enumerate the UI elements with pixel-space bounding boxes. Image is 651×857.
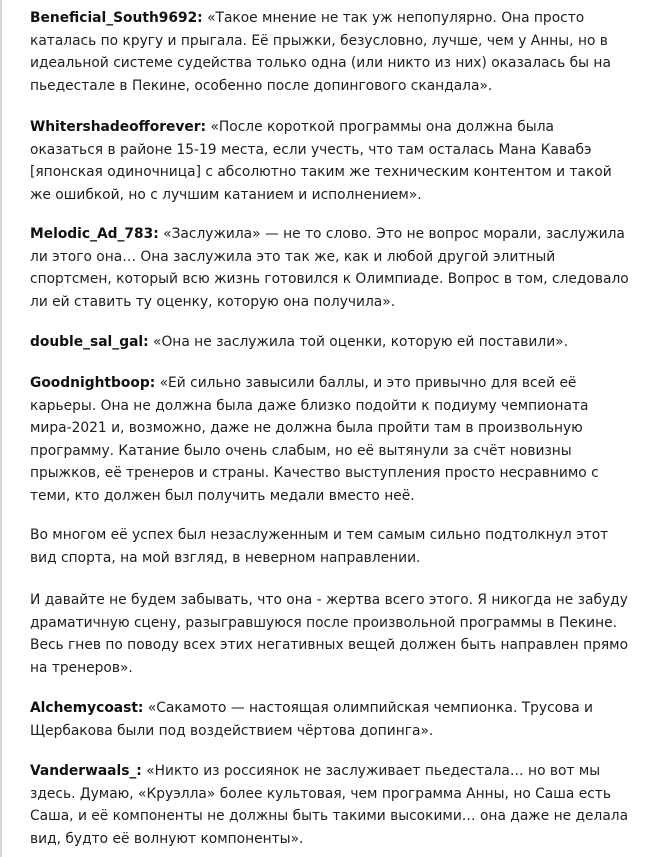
comment-paragraph: [30, 697, 630, 742]
comment-text: Во многом её успех был незаслуженным и тем самым сильно подтолкнул этот вид спорта, на мой взгляд, в неверном направлении.: [30, 527, 609, 566]
comment-author: Goodnightboop:: [30, 375, 156, 391]
comment-paragraph: [30, 223, 630, 313]
comment-text: «Сакамото — настоящая олимпийская чемпионка. Трусова и Щербакова были под воздействием чёртова допинга».: [30, 700, 594, 739]
comment-text: «После короткой программы она должна была оказаться в районе 15-19 места, если учесть, что там осталась Мана Кавабэ [японская одиночница] с абсолютно таким же техническим контентом и такой же ошибкой, но с лучшим катанием и исполнением».: [30, 119, 612, 203]
comment-text: «Она не заслужила той оценки, которую ей поставили».: [148, 334, 568, 350]
comment-author: Vanderwaals_:: [30, 763, 142, 779]
comment-paragraph: [30, 331, 568, 354]
comment-text: «Никто из россиянок не заслуживает пьедестала… но вот мы здесь. Думаю, «Круэлла» более культовая, чем программа Анны, но Саша есть Саша, и её компоненты не должны быть такими высокими… она даже не делала вид, будто её волнуют компоненты».: [30, 763, 629, 847]
comment-text: «Ей сильно завысили баллы, и это привычно для всей её карьеры. Она не должна была даже близко подойти к подиуму чемпионата мира-2021 и, возможно, даже не должна была пройти там в произвольную программу. Катание было очень слабым, но её вытянули за счёт новизны прыжков, её тренеров и страны. Качество выступления просто несравнимо с теми, кто должен был получить медали вместо неё.: [30, 375, 599, 504]
comment-text: «Заслужила» — не то слово. Это не вопрос морали, заслужила ли этого она… Она заслужила это так же, как и любой другой элитный спортсмен, который всю жизнь готовился к Олимпиаде. Вопрос в том, следовало ли ей ставить ту оценку, которую она получила».: [30, 226, 629, 310]
comment-author: Beneficial_South9692:: [30, 10, 203, 26]
comment-continuation-paragraph: [30, 589, 630, 679]
comment-paragraph: [30, 760, 630, 850]
comment-author: Melodic_Ad_783:: [30, 226, 159, 242]
comment-text: И давайте не будем забывать, что она - жертва всего этого. Я никогда не забуду драматичную сцену, разыгравшуюся после произвольной программы в Пекине. Весь гнев по поводу всех этих негативных вещей должен быть направлен прямо на тренеров».: [30, 592, 629, 676]
comment-author: Whitershadeofforever:: [30, 119, 207, 135]
comment-paragraph: [30, 7, 630, 97]
comment-author: Alchemycoast:: [30, 700, 144, 716]
comment-continuation-paragraph: [30, 524, 630, 569]
comment-author: double_sal_gal:: [30, 334, 149, 350]
comment-paragraph: [30, 116, 630, 206]
comment-paragraph: [30, 372, 630, 508]
left-border-divider: [0, 0, 2, 857]
comment-text: «Такое мнение не так уж непопулярно. Она просто каталась по кругу и прыгала. Её прыжки, безусловно, лучше, чем у Анны, но в идеальной системе судейства только одна (или никто из них) оказалась бы на пьедестале в Пекине, особенно после допингового скандала».: [30, 10, 611, 94]
